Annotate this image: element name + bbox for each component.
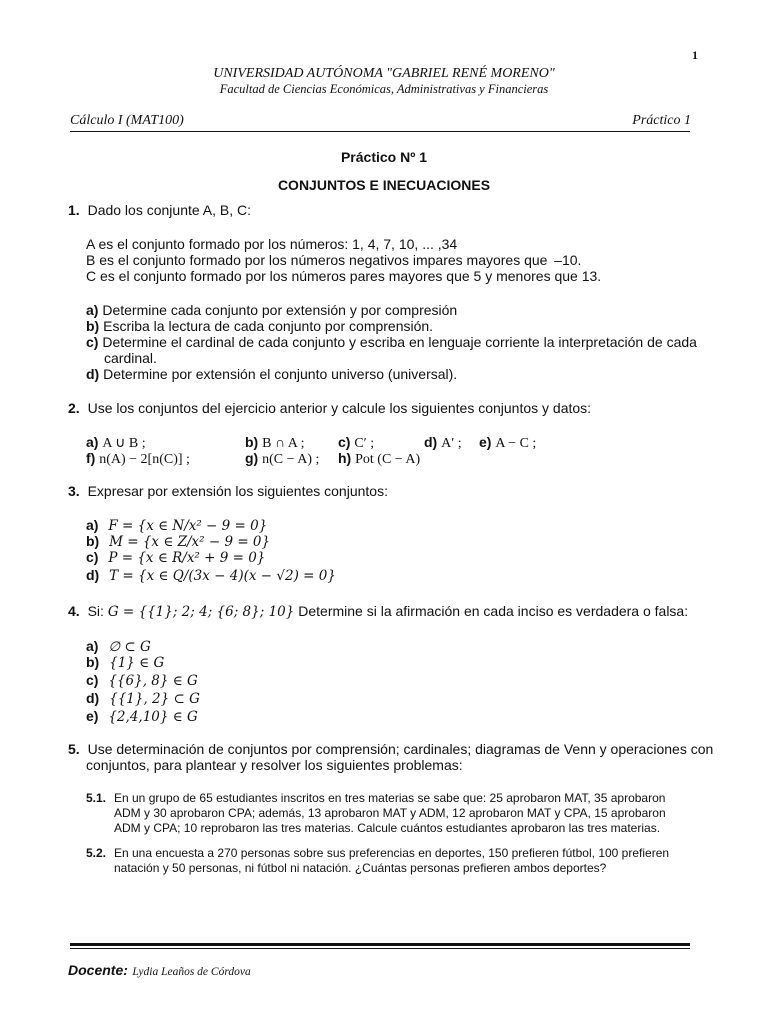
item-expression: M = {x ∈ Z/x² − 9 = 0} (109, 534, 271, 550)
question-text: Use determinación de conjuntos por comprensión; cardinales; diagramas de Venn y operaciones con (87, 741, 714, 757)
q2-item-e (479, 434, 536, 452)
q4-item-e (86, 708, 198, 725)
item-expression: {1} ∈ G (109, 655, 165, 671)
course-name: Cálculo I (MAT100) (70, 113, 184, 128)
item-expression: {{6}, 8} ∈ G (108, 673, 198, 689)
item-label: d) (424, 434, 438, 450)
item-label: d) (86, 366, 100, 382)
university-name: UNIVERSIDAD AUTÓNOMA "GABRIEL RENÉ MORENO" (213, 66, 555, 81)
item-expression: n(C − A) ; (262, 452, 320, 467)
question-text: Determine si la afirmación en cada inciso es verdadera o falsa: (298, 603, 689, 619)
item-label: b) (86, 318, 100, 334)
q2-item-h (338, 450, 420, 468)
q1-item-a (86, 302, 457, 318)
item-label: b) (245, 434, 259, 450)
question-3 (68, 483, 388, 499)
problem-5-1-number: 5.1. (86, 791, 107, 805)
q4-item-d (86, 690, 200, 707)
set-b-description: B es el conjunto formado por los números negativos impares mayores que –10. (86, 252, 582, 268)
page-subtitle: CONJUNTOS E INECUACIONES (277, 177, 491, 193)
item-expression: {2,4,10} ∈ G (108, 709, 198, 725)
teacher-label: Docente: (68, 962, 128, 978)
practice-label: Práctico 1 (632, 113, 691, 128)
item-expression: A − C ; (495, 436, 537, 451)
teacher-name: Lydia Leaños de Córdova (132, 966, 251, 978)
question-text: Dado los conjunte A, B, C: (87, 202, 252, 218)
q4-item-a (86, 638, 151, 655)
q2-item-d (424, 434, 462, 452)
problem-5-1-line-1: En un grupo de 65 estudiantes inscritos en tres materias se sabe que: 25 aprobaron MAT, 35 aprobaron (114, 791, 666, 805)
item-text: Determine cada conjunto por extensión y por compresión (102, 302, 458, 318)
q3-item-d (86, 567, 336, 584)
item-label: a) (86, 434, 99, 450)
question-number: 1. (68, 202, 80, 218)
item-expression: ∅ ⊂ G (108, 639, 151, 655)
q3-item-b (86, 533, 270, 550)
item-label: a) (86, 517, 99, 533)
question-text: Use los conjuntos del ejercicio anterior y calcule los siguientes conjuntos y datos: (87, 400, 592, 416)
item-label: h) (338, 450, 352, 466)
item-label: b) (86, 533, 100, 549)
item-label: b) (86, 654, 100, 670)
item-label: g) (245, 450, 259, 466)
question-number: 3. (68, 483, 80, 499)
question-5-continuation: conjuntos, para plantear y resolver los siguientes problemas: (86, 757, 463, 773)
q1-item-c-continuation: cardinal. (104, 350, 157, 366)
q2-item-f (86, 450, 190, 468)
question-number: 4. (68, 603, 80, 619)
set-g-expression: G = {{1}; 2; 4; {6; 8}; 10} (107, 604, 295, 620)
problem-5-2-line-1: En una encuesta a 270 personas sobre sus preferencias en deportes, 150 prefieren fútbol, 100 prefieren (114, 846, 670, 860)
item-label: f) (86, 450, 96, 466)
q4-item-b (86, 654, 164, 671)
item-label: c) (338, 434, 351, 450)
item-label: e) (86, 708, 99, 724)
q1-item-d (86, 366, 457, 382)
question-4 (68, 603, 688, 620)
question-number: 2. (68, 400, 80, 416)
q1-item-b (86, 318, 433, 334)
question-number: 5. (68, 741, 80, 757)
footer-divider-thick (70, 943, 690, 946)
item-label: a) (86, 638, 99, 654)
q1-item-c (86, 334, 697, 350)
footer-divider-thin (70, 948, 690, 949)
q2-item-g (245, 450, 319, 468)
faculty-name: Facultad de Ciencias Económicas, Administrativas y Financieras (219, 82, 549, 96)
question-2 (68, 400, 591, 416)
item-expression: A′ ; (441, 436, 462, 451)
item-expression: n(A) − 2[n(C)] ; (99, 452, 190, 467)
problem-5-1-line-3: ADM y CPA; 10 reprobaron las tres materias. Calcule cuántos estudiantes aprobaron las tres materias. (114, 821, 661, 835)
item-expression: C′ ; (354, 436, 375, 451)
item-label: c) (86, 549, 99, 565)
q3-item-a (86, 517, 267, 534)
question-si: Si: (87, 603, 104, 619)
item-label: a) (86, 302, 99, 318)
item-expression: B ∩ A ; (262, 436, 305, 451)
question-1 (68, 202, 251, 218)
item-label: e) (479, 434, 492, 450)
page-number: 1 (692, 48, 698, 62)
question-text: Expresar por extensión los siguientes conjuntos: (87, 483, 388, 499)
question-5 (68, 741, 713, 757)
item-expression: A ∪ B ; (102, 436, 146, 451)
item-expression: T = {x ∈ Q/(3x − 4)(x − √2) = 0} (109, 568, 336, 584)
item-label: c) (86, 334, 99, 350)
problem-5-2-line-2: natación y 50 personas, ni fútbol ni natación. ¿Cuántas personas prefieren ambos deportes? (114, 861, 607, 875)
item-label: d) (86, 690, 100, 706)
set-a-description: A es el conjunto formado por los números: 1, 4, 7, 10, ... ,34 (86, 236, 458, 252)
item-expression: Pot (C − A) (355, 452, 421, 467)
item-expression: P = {x ∈ R/x² + 9 = 0} (108, 550, 266, 566)
problem-5-1-line-2: ADM y 30 aprobaron CPA; además, 13 aprobaron MAT y ADM, 12 aprobaron MAT y CPA, 15 aprobaron (114, 806, 666, 820)
page-title: Práctico Nº 1 (340, 149, 428, 165)
footer-teacher (68, 962, 251, 980)
item-label: c) (86, 672, 99, 688)
set-c-description: C es el conjunto formado por los números pares mayores que 5 y menores que 13. (86, 268, 602, 284)
item-text: Escriba la lectura de cada conjunto por comprensión. (103, 318, 434, 334)
item-text: Determine por extensión el conjunto universo (universal). (103, 366, 458, 382)
item-expression: F = {x ∈ N/x² − 9 = 0} (108, 518, 268, 534)
q3-item-c (86, 549, 265, 566)
item-text: Determine el cardinal de cada conjunto y escriba en lenguaje corriente la interpretación de cada (102, 334, 697, 350)
problem-5-2-number: 5.2. (86, 846, 107, 860)
item-expression: {{1}, 2} ⊂ G (109, 691, 200, 707)
item-label: d) (86, 567, 100, 583)
header-divider (70, 131, 690, 132)
q4-item-c (86, 672, 198, 689)
